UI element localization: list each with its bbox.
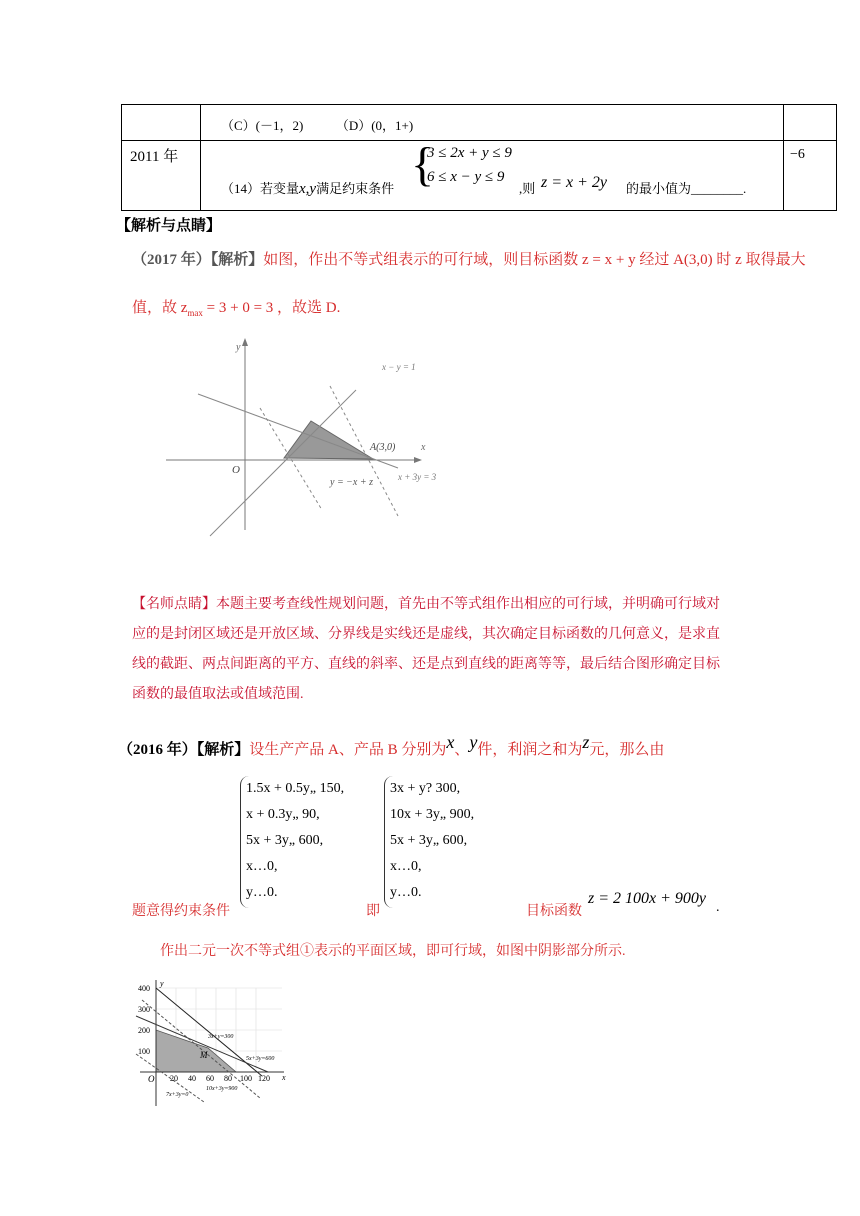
x-tick-label: 120 <box>258 1074 270 1083</box>
answer-value: −6 <box>790 147 805 162</box>
line3-label: y = −x + z <box>330 477 374 488</box>
analysis-2017-text1: 如图，作出不等式组表示的可行域，则目标函数 z = x + y 经过 A(3,0) 时 z 取得最大 <box>263 252 806 268</box>
table-cell-question <box>201 138 784 211</box>
brace-icon: { <box>411 138 435 191</box>
var-y: y <box>469 732 478 752</box>
line-label-7x: 7x+3y=0 <box>166 1092 189 1098</box>
table-cell-options <box>201 105 784 141</box>
y-tick-label: 400 <box>138 984 150 993</box>
table-cell-empty-right <box>784 105 837 141</box>
sys1-line: 1.5x + 0.5y„ 150, <box>246 781 345 796</box>
analysis-2016-line1 <box>118 732 665 759</box>
x-axis-label: x <box>421 442 426 453</box>
var-z: z <box>582 732 590 752</box>
origin-label: O <box>148 1074 155 1084</box>
sys1-line: x + 0.3y„ 90, <box>246 807 320 822</box>
sys2-line: y…0. <box>390 885 422 900</box>
analysis-2017-text2: 值，故 z <box>132 300 188 316</box>
question-tail: 的最小值为________. <box>626 181 747 196</box>
period: . <box>716 900 720 915</box>
line1-label: x − y = 1 <box>382 362 416 372</box>
options-text: （C）(－1，2) （D）(0，1+) <box>221 118 414 133</box>
feasible-region-graph-2016 <box>132 976 292 1108</box>
constraint-system-1 <box>240 776 380 916</box>
year-label: 2011 年 <box>130 149 179 165</box>
question-table <box>121 104 837 211</box>
sys2-line: 10x + 3y„ 900, <box>390 807 475 822</box>
sys2-line: 3x + y? 300, <box>390 781 461 796</box>
point-m-label: M <box>200 1050 208 1060</box>
system-2-lines <box>390 776 474 906</box>
sys2-line: x…0, <box>390 859 422 874</box>
constraint-2: 6 ≤ x − y ≤ 9 <box>427 169 505 185</box>
section-title: 【解析与点睛】 <box>116 218 222 234</box>
y-tick-label: 100 <box>138 1047 150 1056</box>
question-mid: 满足约束条件 <box>316 181 395 196</box>
constraint-1: 3 ≤ 2x + y ≤ 9 <box>427 145 512 161</box>
y-tick-label: 300 <box>138 1005 150 1014</box>
analysis-2017-line1 <box>132 248 806 269</box>
analysis-2016-label: （2016 年）【解析】 <box>118 742 250 758</box>
var-x: x <box>446 732 455 752</box>
analysis-2016-text2: 件，利润之和为 <box>477 742 583 758</box>
x-axis-arrow-icon <box>414 457 422 463</box>
table-cell-year <box>122 141 201 211</box>
y-axis-label: y <box>236 342 241 353</box>
sys1-line: 5x + 3y„ 600, <box>246 833 324 848</box>
analysis-2017-subscript: max <box>187 308 203 318</box>
tips-label: 【名师点睛】 <box>132 597 216 612</box>
x-tick-label: 80 <box>224 1074 232 1083</box>
line-label-3x: 3x+y=300 <box>208 1034 234 1040</box>
y-axis-label: y <box>160 979 164 988</box>
x-axis-label: x <box>282 1073 286 1082</box>
line2-label: x + 3y = 3 <box>398 472 437 482</box>
caption-equivalent: 即 <box>366 904 380 919</box>
table-cell-empty <box>122 105 201 141</box>
question-then: ,则 <box>519 181 536 196</box>
feasible-region-graph-2017 <box>160 330 460 540</box>
separator: 、 <box>454 742 470 758</box>
x-tick-label: 40 <box>188 1074 196 1083</box>
question-vars: x,y <box>299 181 317 197</box>
question-prefix: （14）若变量 <box>221 181 300 196</box>
line-label-5x: 5x+3y=600 <box>246 1056 275 1062</box>
x-tick-label: 60 <box>206 1074 214 1083</box>
y-tick-label: 200 <box>138 1026 150 1035</box>
objective-function: z = x + 2y <box>541 174 608 191</box>
sys1-line: y…0. <box>246 885 278 900</box>
tips-text: 本题主要考查线性规划问题，首先由不等式组作出相应的可行域，并明确可行域对应的是封闭区域还是开放区域、分界线是实线还是虚线，其次确定目标函数的几何意义，是求直线的截距、两点间距离的平方、直线的斜率、还是点到直线的距离等等，最后结合图形确定目标函数的最值取法或值域范围. <box>132 597 720 702</box>
table-cell-answer <box>784 141 837 211</box>
analysis-2016-text3: 元，那么由 <box>589 742 665 758</box>
objective-2016: z = 2 100x + 900y <box>588 890 707 907</box>
analysis-2016-text1: 设生产产品 A、产品 B 分别为 <box>249 742 447 758</box>
line-label-10x: 10x+3y=900 <box>206 1086 238 1092</box>
caption-objective: 目标函数 <box>526 904 582 919</box>
caption-constraints: 题意得约束条件 <box>132 904 230 919</box>
x-tick-label: 20 <box>170 1074 178 1083</box>
line-objective <box>210 390 356 536</box>
x-tick-label: 100 <box>240 1074 252 1083</box>
sys2-line: 5x + 3y„ 600, <box>390 833 468 848</box>
system-1-lines <box>246 776 344 906</box>
expert-tips <box>132 590 732 710</box>
y-axis-arrow-icon <box>242 338 248 346</box>
analysis-2017-label: （2017 年）【解析】 <box>132 252 264 268</box>
origin-label: O <box>232 464 240 476</box>
sys1-line: x…0, <box>246 859 278 874</box>
analysis-2016-line2: 作出二元一次不等式组①表示的平面区域，即可行域，如图中阴影部分所示. <box>160 944 626 959</box>
analysis-2017-text3: = 3 + 0 = 3 ，故选 D. <box>202 300 341 316</box>
point-a-label: A(3,0) <box>370 442 396 453</box>
analysis-2017-line2 <box>132 296 340 318</box>
constraint-system-2 <box>384 776 524 916</box>
